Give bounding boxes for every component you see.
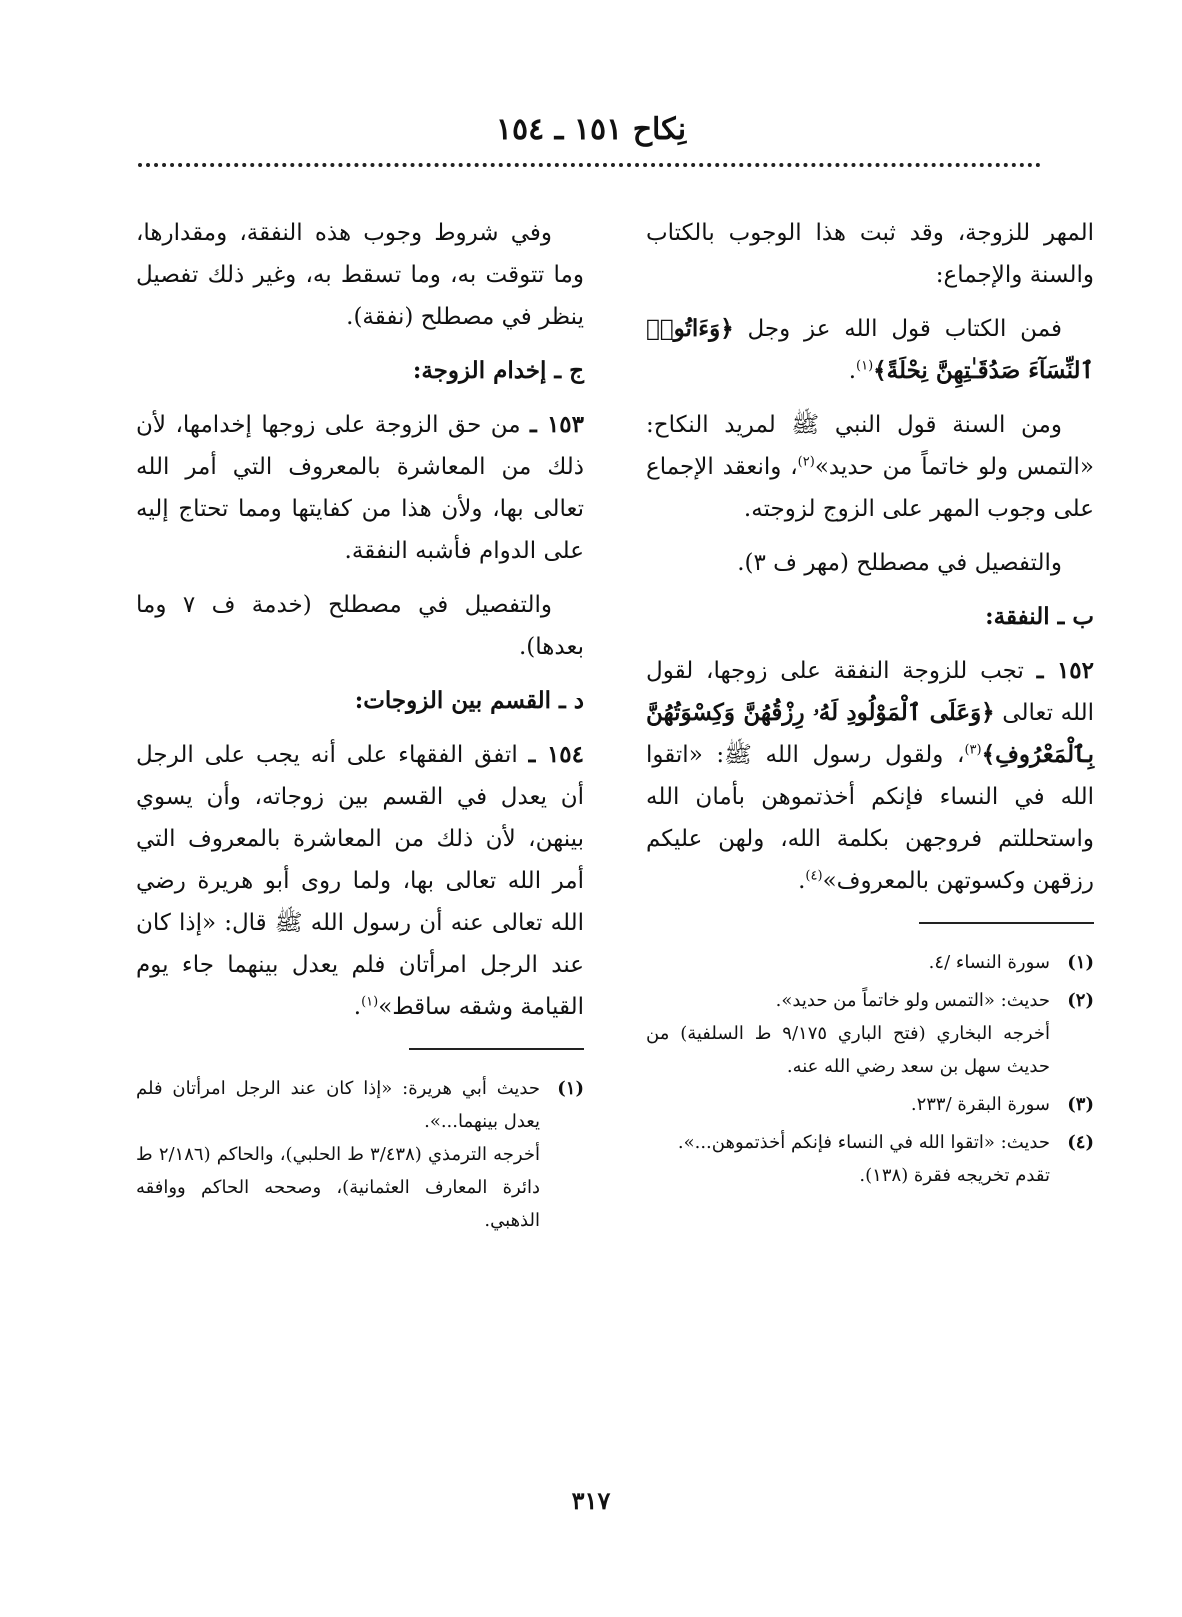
footnote [646,984,1094,1083]
paragraph-number: ١٥٢ ـ [1036,657,1094,684]
footnote-text: تقدم تخريجه فقرة (١٣٨). [859,1165,1050,1186]
footnote-text: أخرجه الترمذي (٣/٤٣٨ ط الحلبي)، والحاكم (٢/١٨٦ ط دائرة المعارف العثمانية)، وصححه الحاكم ووافقه الذهبي. [136,1144,540,1231]
footnote-ref: (٤) [805,868,823,884]
paragraph-text: ومن السنة قول النبي ﷺ لمريد النكاح: «التمس ولو خاتماً من حديد» [646,412,1094,480]
paragraph-mahr-intro [646,212,1094,296]
quran-verse: ﴿وَءَاتُوا۟ ٱلنِّسَآءَ صَدُقَـٰتِهِنَّ نِحْلَةً﴾ [646,315,1094,384]
paragraph-text: . [353,994,362,1020]
footnote-text: حديث أبي هريرة: «إذا كان عند الرجل امرأتان فلم يعدل بينهما...». [136,1078,540,1132]
paragraph-text: المهر للزوجة، وقد ثبت هذا الوجوب بالكتاب والسنة والإجماع: [646,220,1094,288]
footnote-ref: (٢) [797,454,815,470]
paragraph-text: . [798,868,806,894]
paragraph-number: ١٥٣ ـ [530,411,584,438]
footnote-number: (٤) [1067,1132,1094,1153]
footnote [136,1072,584,1237]
footnote-text: حديث: «اتقوا الله في النساء فإنكم أخذتموهن...». [677,1132,1050,1153]
paragraph-text: والتفصيل في مصطلح (مهر ف ٣). [737,550,1062,576]
paragraph-text: من حق الزوجة على زوجها إخدامها، لأن ذلك من المعاشرة بالمعروف التي أمر الله تعالى بها، ولأن هذا من كفايتها ومما تحتاج إليه على الدوام فأشبه النفقة. [136,412,584,564]
page-number: ٣١٧ [571,1486,611,1515]
paragraph-mahr-reference [646,542,1094,584]
paragraph-number: ١٥٤ ـ [528,741,584,768]
section-heading-qasm: د ـ القسم بين الزوجات: [354,687,584,714]
paragraph-text: تجب للزوجة النفقة على زوجها، لقول الله تعالى [646,658,1094,726]
footnote-number: (١) [1067,952,1094,973]
section-heading-ikhdam: ج ـ إخدام الزوجة: [412,357,584,384]
footnote-body [646,984,1050,1083]
paragraph-quran-evidence [646,308,1094,392]
paragraph-text: وفي شروط وجوب هذه النفقة، ومقدارها، وما تتوقت به، وما تسقط به، وغير ذلك تفصيل ينظر في مصطلح (نفقة). [136,220,584,330]
running-head: نِكاح ١٥١ ـ ١٥٤ [495,112,687,147]
right-column [646,212,1094,1197]
dotted-header-rule [138,163,1041,167]
footnote-ref: (١) [361,994,379,1010]
footnote [646,1126,1094,1192]
footnotes [136,1072,584,1237]
paragraph-text: ، ولقول رسول الله ﷺ: «اتقوا الله في النساء فإنكم أخذتموهن بأمان الله واستحللتم فروجهن بكلمة الله، ولهن عليكم رزقهن وكسوتهن بالمعروف» [646,742,1094,894]
footnote-body [646,946,1050,979]
paragraph-152 [646,650,1094,902]
footnote-number: (٢) [1067,990,1094,1011]
footnote-ref: (٣) [964,742,982,758]
footnote-body [646,1088,1050,1121]
footnote-body [646,1126,1050,1192]
footnote [646,1088,1094,1121]
footnotes [646,946,1094,1192]
footnote-rule [409,1048,584,1050]
footnote-ref: (١) [856,358,874,374]
paragraph-sunnah-evidence [646,404,1094,530]
footnote-rule [919,922,1094,924]
section-heading-nafaqa: ب ـ النفقة: [985,603,1094,630]
footnote-text: أخرجه البخاري (فتح الباري ٩/١٧٥ ط السلفية) من حديث سهل بن سعد رضي الله عنه. [646,1023,1050,1077]
paragraph-153 [136,404,584,572]
footnote-body [136,1072,540,1237]
footnote-number: (١) [557,1078,584,1099]
paragraph-text: ، وانعقد الإجماع على وجوب المهر على الزوج لزوجته. [646,454,1094,522]
footnote-number: (٣) [1067,1094,1094,1115]
paragraph-text: اتفق الفقهاء على أنه يجب على الرجل أن يعدل في القسم بين زوجاته، وأن يسوي بينهن، لأن ذلك من المعاشرة بالمعروف التي أمر الله تعالى بها، ولما روى أبو هريرة رضي الله تعالى عنه أن رسول الله ﷺ قال: «إذا كان عند الرجل امرأتان فلم يعدل بينهما جاء يوم القيامة وشقه ساقط» [136,742,584,1020]
left-column [136,212,584,1242]
footnote-text: سورة البقرة /٢٣٣. [910,1094,1050,1115]
footnote-text: حديث: «التمس ولو خاتماً من حديد». [775,990,1050,1011]
paragraph-nafaqa-conditions [136,212,584,338]
paragraph-154 [136,734,584,1028]
paragraph-text: . [848,358,857,384]
footnote-text: سورة النساء /٤. [928,952,1050,973]
paragraph-text: فمن الكتاب قول الله عز وجل [733,316,1062,342]
paragraph-khidma-reference [136,584,584,668]
footnote [646,946,1094,979]
quran-verse: ﴿وَعَلَى ٱلْمَوْلُودِ لَهُۥ رِزْقُهُنَّ وَكِسْوَتُهُنَّ بِٱلْمَعْرُوفِ﴾ [646,699,1094,768]
paragraph-text: والتفصيل في مصطلح (خدمة ف ٧ وما بعدها). [136,592,584,660]
